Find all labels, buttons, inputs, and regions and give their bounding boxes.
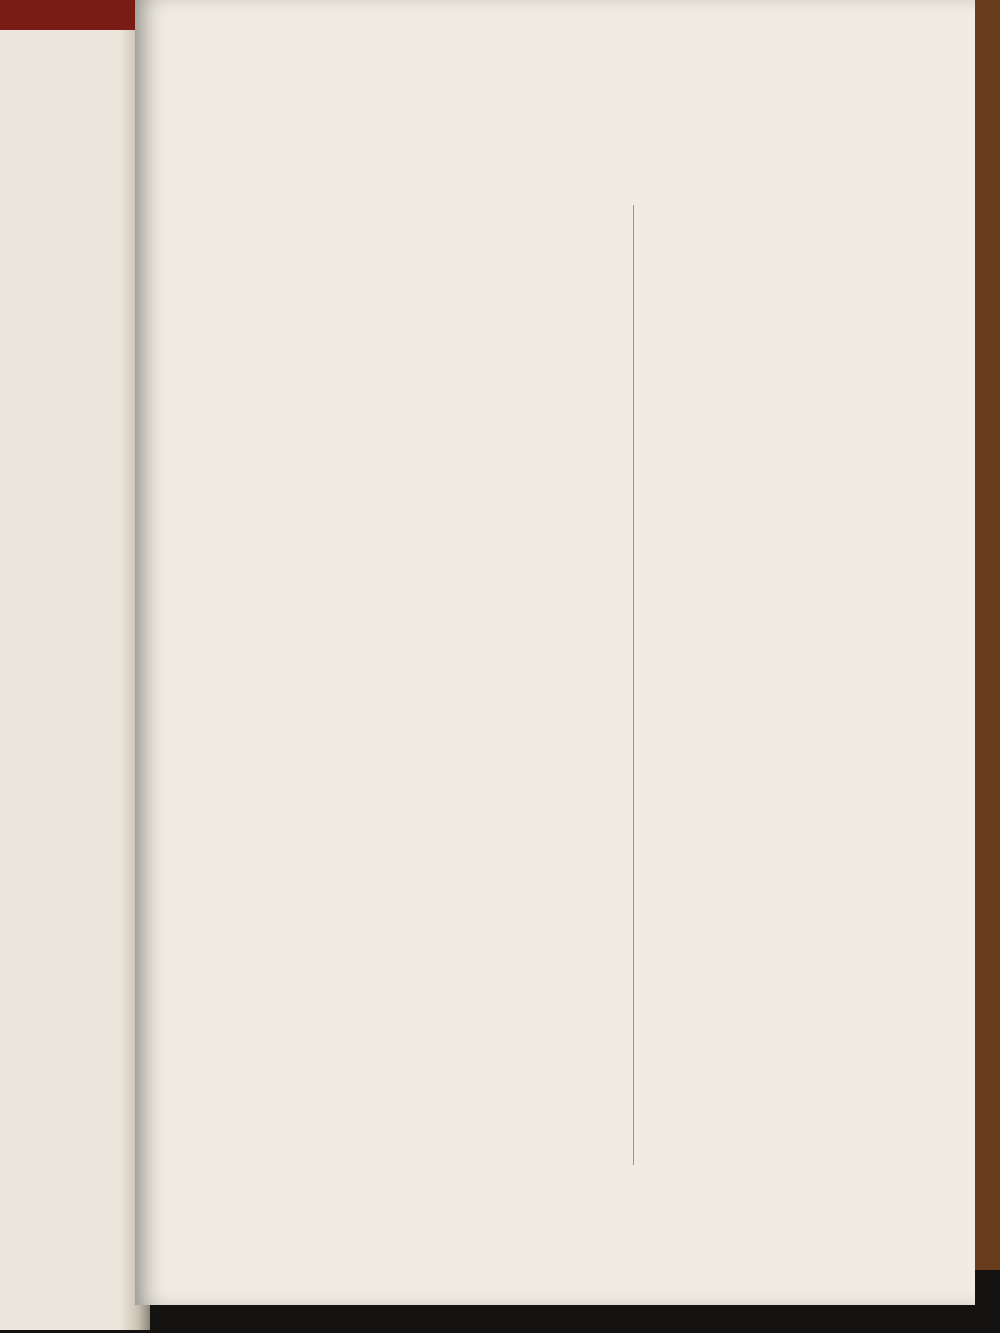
toc-right-column [525, 0, 905, 1200]
left-page [0, 30, 150, 1330]
right-page [135, 0, 975, 1305]
toc-left-column [155, 0, 515, 1200]
